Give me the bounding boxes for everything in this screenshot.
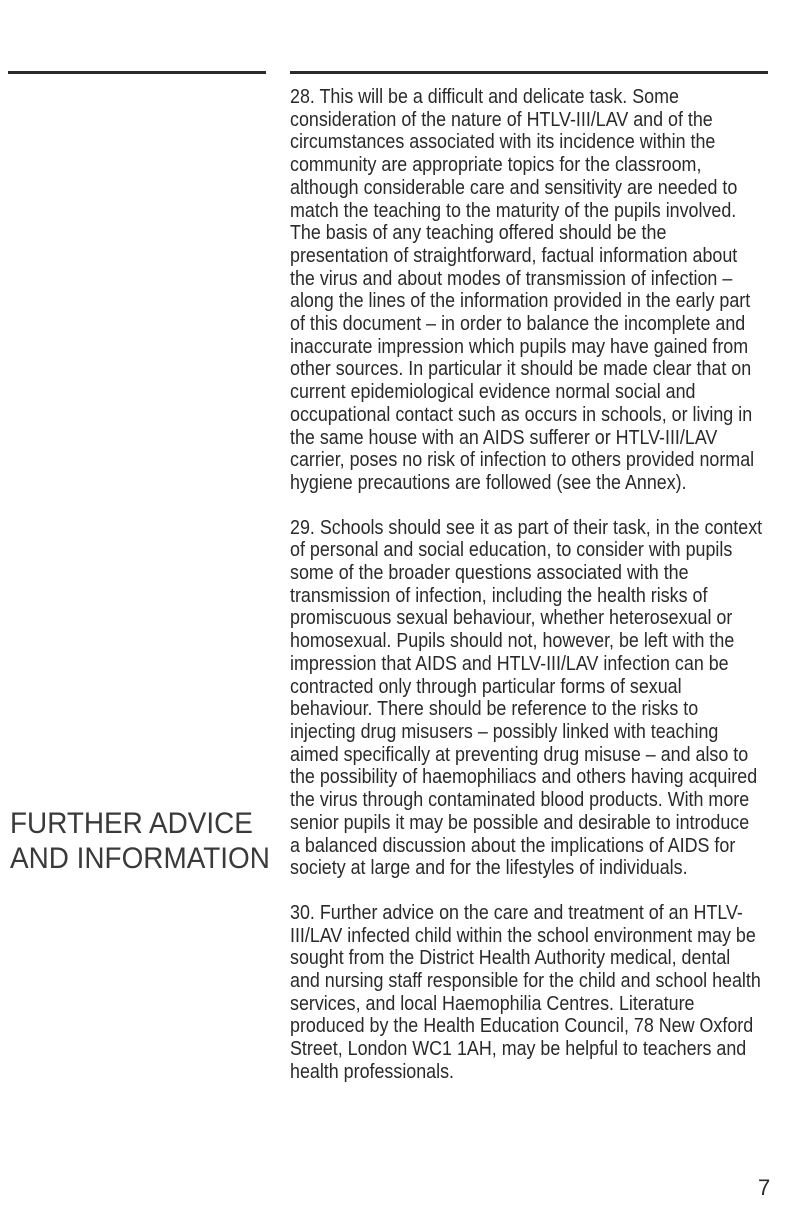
- section-heading-line-2: AND INFORMATION: [10, 842, 270, 875]
- page-number: 7: [758, 1175, 771, 1200]
- section-heading-line-1: FURTHER ADVICE: [10, 807, 253, 840]
- section-heading: [10, 806, 270, 876]
- paragraph-28: 28. This will be a difficult and delicate task. Some consideration of the nature of HTLV-III/LAV and of the circumstances associated with its incidence within the community are appropriate topics for the classroom, although considerable care and sensitivity are needed to match the teaching to the maturity of the pupils involved. The basis of any teaching offered should be the presentation of straightforward, factual information about the virus and about modes of transmission of infection – along the lines of the information provided in the early part of this document – in order to balance the incomplete and inaccurate impression which pupils may have gained from other sources. In particular it should be made clear that on current epidemiological evidence normal social and occupational contact such as occurs in schools, or living in the same house with an AIDS sufferer or HTLV-III/LAV carrier, poses no risk of infection to others provided normal hygiene precautions are followed (see the Annex).: [290, 86, 755, 494]
- body-text-column: [290, 86, 764, 1084]
- paragraph-29: 29. Schools should see it as part of their task, in the context of personal and social education, to consider with pupils some of the broader questions associated with the transmission of infection, including the health risks of promiscuous sexual behaviour, whether heterosexual or homosexual. Pupils should not, however, be left with the impression that AIDS and HTLV-III/LAV infection can be contracted only through particular forms of sexual behaviour. There should be reference to the risks to injecting drug misusers – possibly linked with teaching aimed specifically at preventing drug misuse – and also to the possibility of haemophiliacs and others having acquired the virus through contaminated blood products. With more senior pupils it may be possible and desirable to introduce a balanced discussion about the implications of AIDS for society at large and for the lifestyles of individuals.: [290, 516, 763, 880]
- right-column-rule: [290, 71, 768, 74]
- paragraph-30: 30. Further advice on the care and treatment of an HTLV-III/LAV infected child within the school environment may be sought from the District Health Authority medical, dental and nursing staff responsible for the child and school health services, and local Haemophilia Centres. Literature produced by the Health Education Council, 78 New Oxford Street, London WC1 1AH, may be helpful to teachers and health professionals.: [290, 901, 761, 1083]
- left-column-rule: [8, 71, 266, 74]
